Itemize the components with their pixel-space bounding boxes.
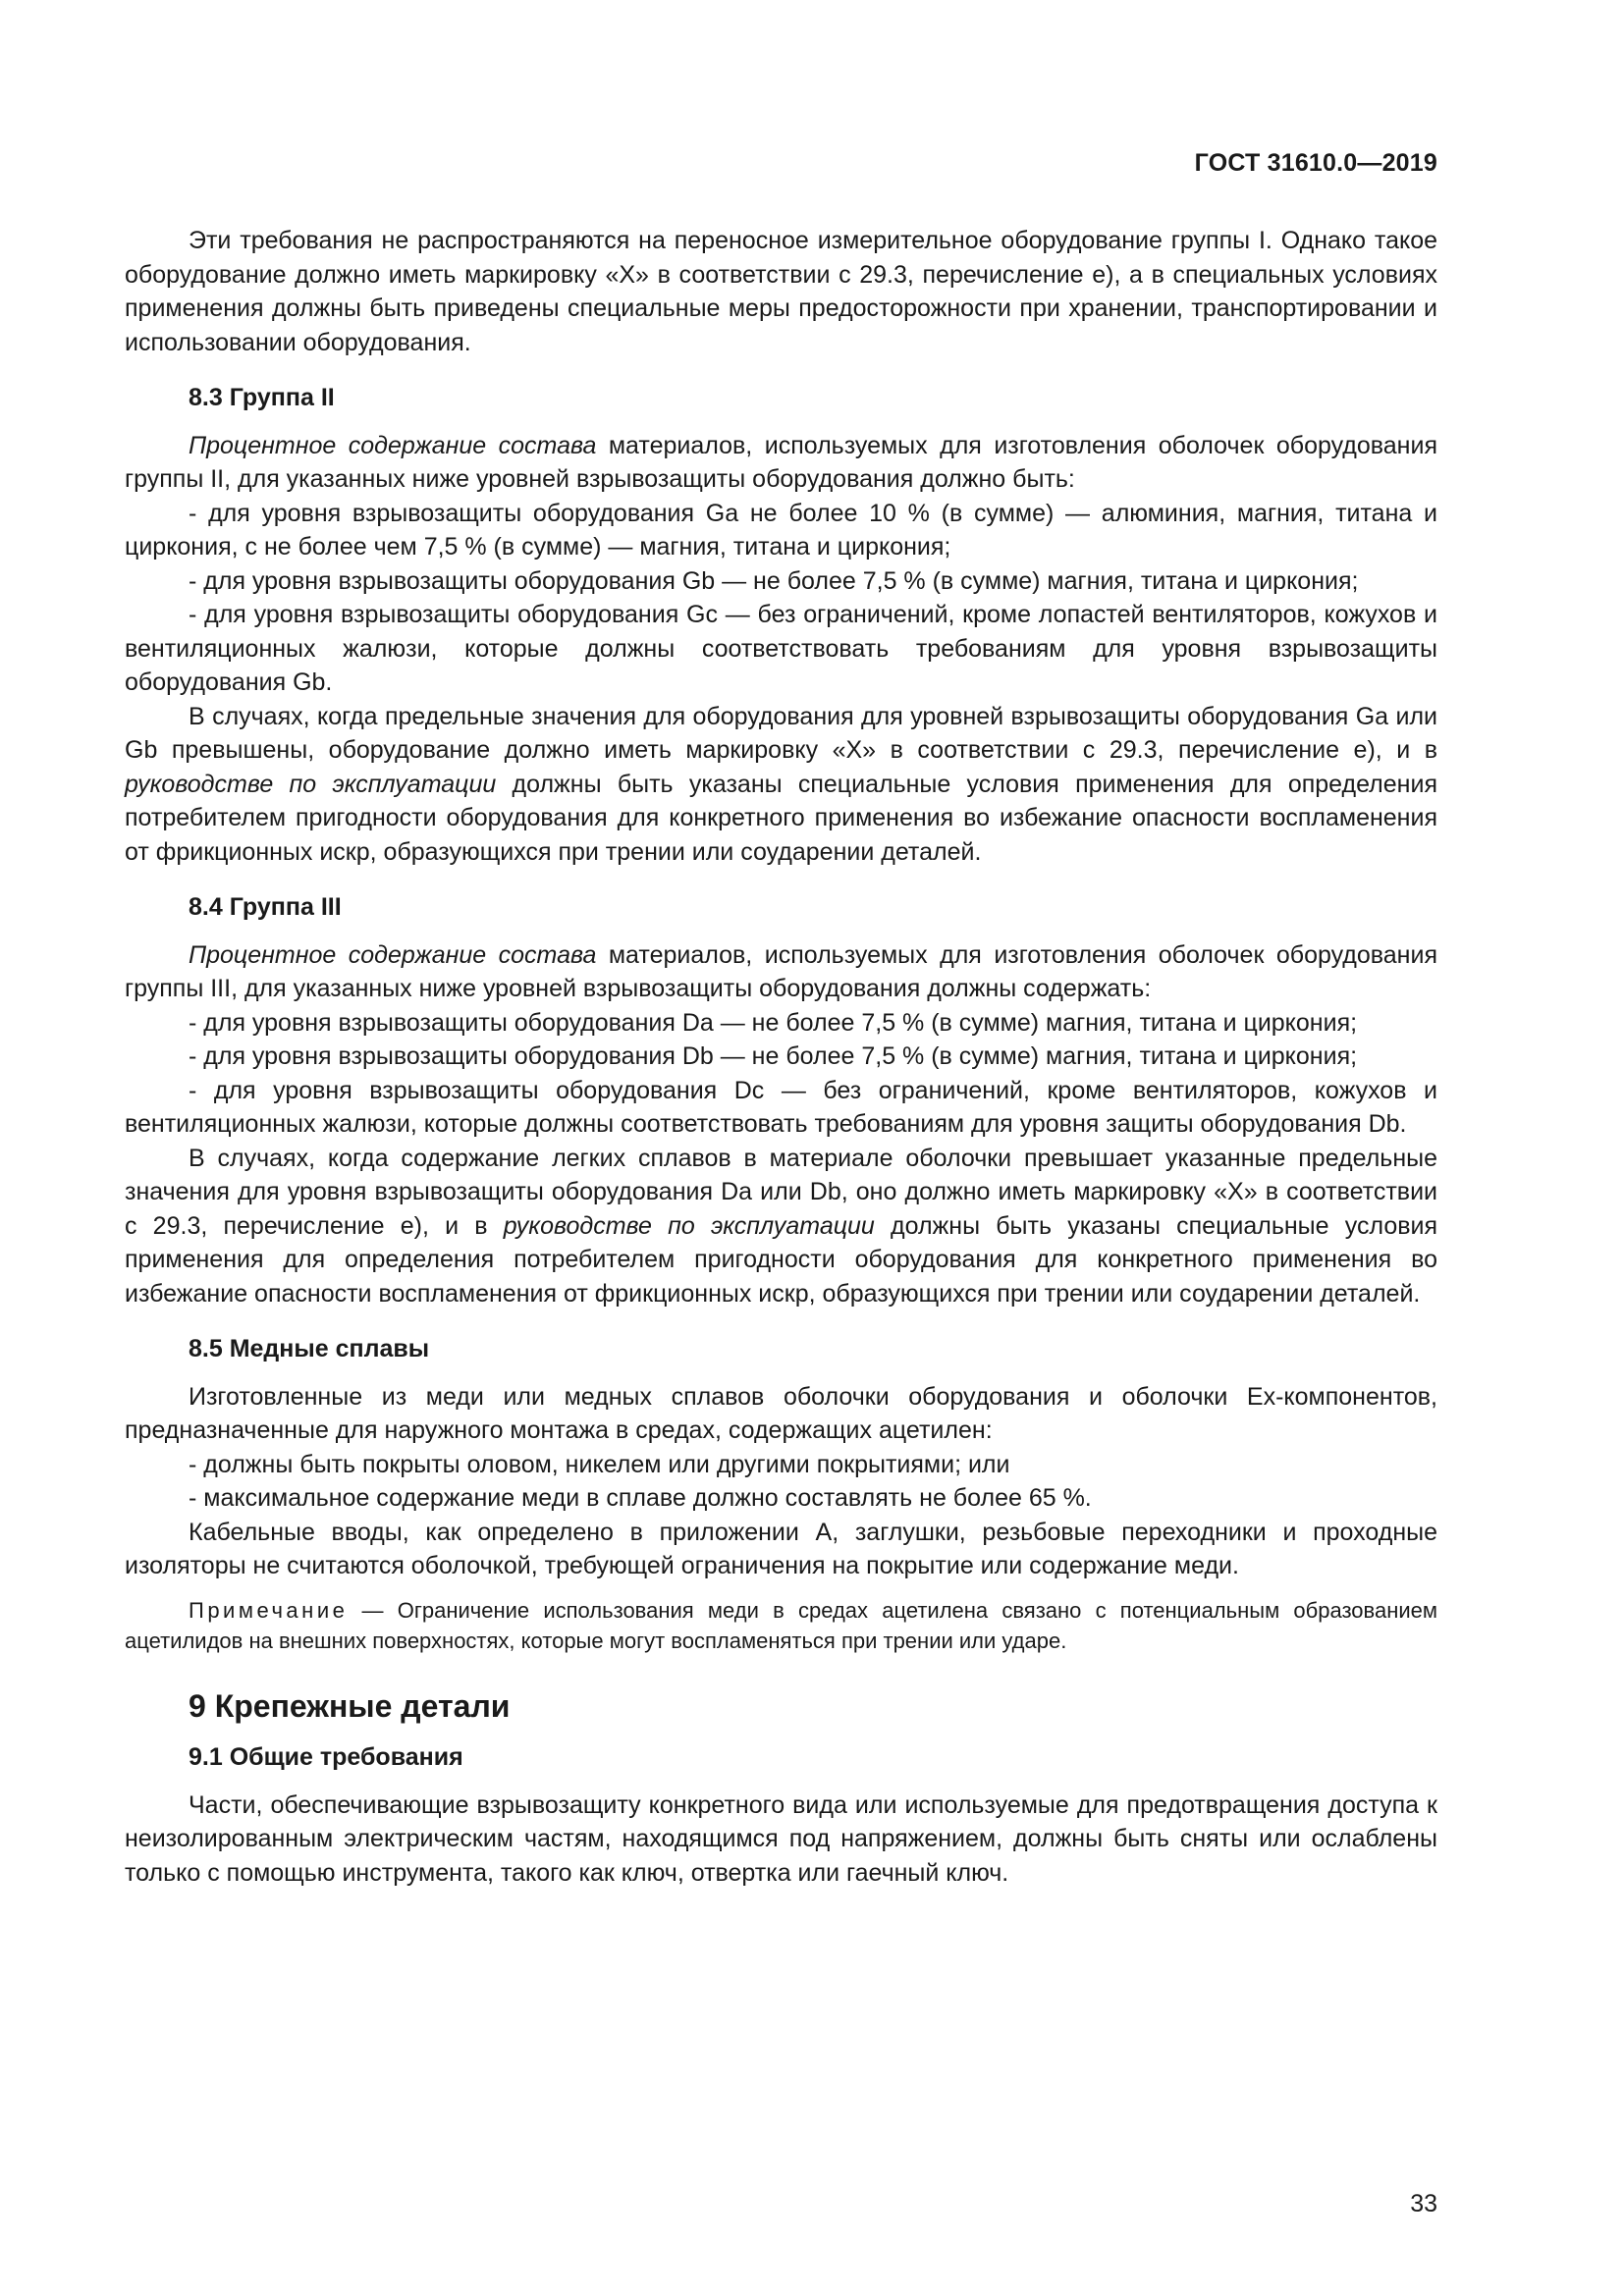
s85-bullet-1: - должны быть покрыты оловом, никелем или другими покрытиями; или [189,1450,1010,1478]
s83-bullet-1: - для уровня взрывозащиты оборудования Ga не более 10 % (в сумме) — алюминия, магния, титана и циркония, с не более чем 7,5 % (в сумме) — магния, титана и циркония; [125,499,1437,561]
s84-p2-italic: руководстве по эксплуатации [503,1211,875,1240]
s84-bullet-3: - для уровня взрывозащиты оборудования Dc — без ограничений, кроме вентиляторов, кожухов и вентиляционных жалюзи, которые должны соответствовать требованиям для уровня защиты оборудования Db. [125,1076,1437,1138]
document-header: ГОСТ 31610.0—2019 [1194,149,1437,177]
s83-p1-text: материалов, используемых для изготовления оболочек оборудования группы II, для указанных ниже уровней взрывозащиты оборудования должно быть: [125,431,1437,493]
s83-p2-text-a: В случаях, когда предельные значения для оборудования для уровней взрывозащиты оборудования Ga или Gb превышены, оборудование должно иметь маркировку «X» в соответствии с 29.3, перечисление е), и в [125,702,1437,764]
s84-p2-text-a: В случаях, когда содержание легких сплавов в материале оболочки превышает указанные предельные значения для уровня взрывозащиты оборудования Da или Db, оно должно иметь маркировку «X» в соответствии с 29.3, перечисление е), и в [125,1144,1437,1240]
s91-paragraph-1: Части, обеспечивающие взрывозащиту конкретного вида или используемые для предотвращения доступа к неизолированным электрическим частям, находящимся под напряжением, должны быть сняты или ослаблены только с помощью инструмента, такого как ключ, отвертка или гаечный ключ. [125,1790,1437,1887]
section-9-1-title: 9.1 Общие требования [189,1743,463,1771]
s83-bullet-3: - для уровня взрывозащиты оборудования Gc — без ограничений, кроме лопастей вентиляторов, кожухов и вентиляционных жалюзи, которые должны соответствовать требованиям для уровня взрывозащиты оборудования Gb. [125,601,1437,696]
s85-paragraph-1: Изготовленные из меди или медных сплавов оболочки оборудования и оболочки Ex-компонентов, предназначенные для наружного монтажа в средах, содержащих ацетилен: [125,1382,1437,1444]
page-number: 33 [1410,2190,1437,2217]
s83-bullet-2: - для уровня взрывозащиты оборудования Gb — не более 7,5 % (в сумме) магния, титана и циркония; [189,566,1359,595]
s83-p1-italic: Процентное содержание состава [189,431,597,459]
note-text: — Ограничение использования меди в средах ацетилена связано с потенциальным образованием ацетилидов на внешних поверхностях, которые могут воспламеняться при трении или ударе. [125,1597,1437,1653]
s84-p2-text-b: должны быть указаны специальные условия применения для определения потребителем пригодности оборудования для конкретного применения во избежание опасности воспламенения от фрикционных искр, образующихся при трении или соударении деталей. [125,1211,1438,1308]
s83-paragraph-1 [125,429,1437,497]
note-label: Примечание [189,1597,349,1623]
s84-bullet-1: - для уровня взрывозащиты оборудования Da — не более 7,5 % (в сумме) магния, титана и циркония; [189,1008,1358,1037]
s83-p2-text-b: должны быть указаны специальные условия применения для определения потребителем пригодности оборудования для конкретного применения во избежание опасности воспламенения от фрикционных искр, образующихся при трении или соударении деталей. [125,770,1437,866]
s85-paragraph-2: Кабельные вводы, как определено в приложении А, заглушки, резьбовые переходники и проходные изоляторы не считаются оболочкой, требующей ограничения на покрытие или содержание меди. [125,1518,1437,1579]
intro-paragraph: Эти требования не распространяются на переносное измерительное оборудование группы I. Однако такое оборудование должно иметь маркировку «X» в соответствии с 29.3, перечисление е), а в специальных условиях применения должны быть приведены специальные меры предосторожности при хранении, транспортировании и использовании оборудования. [125,227,1437,356]
section-8-3-title: 8.3 Группа II [189,384,335,411]
section-8-4-title: 8.4 Группа III [189,893,342,921]
s84-p1-italic: Процентное содержание состава [189,940,597,969]
page-content [125,224,1437,1890]
s83-paragraph-2 [125,700,1437,870]
s83-p2-italic: руководстве по эксплуатации [125,770,497,798]
s85-bullet-2: - максимальное содержание меди в сплаве должно составлять не более 65 %. [189,1484,1092,1512]
s85-note [125,1595,1437,1656]
section-8-5-title: 8.5 Медные сплавы [189,1335,430,1362]
s84-paragraph-2 [125,1142,1437,1311]
section-9-title: 9 Крепежные детали [189,1687,511,1724]
s84-p1-text: материалов, используемых для изготовления оболочек оборудования группы III, для указанных ниже уровней взрывозащиты оборудования должны содержать: [125,940,1437,1002]
s84-paragraph-1 [125,938,1437,1006]
s84-bullet-2: - для уровня взрывозащиты оборудования Db — не более 7,5 % (в сумме) магния, титана и циркония; [189,1042,1358,1070]
